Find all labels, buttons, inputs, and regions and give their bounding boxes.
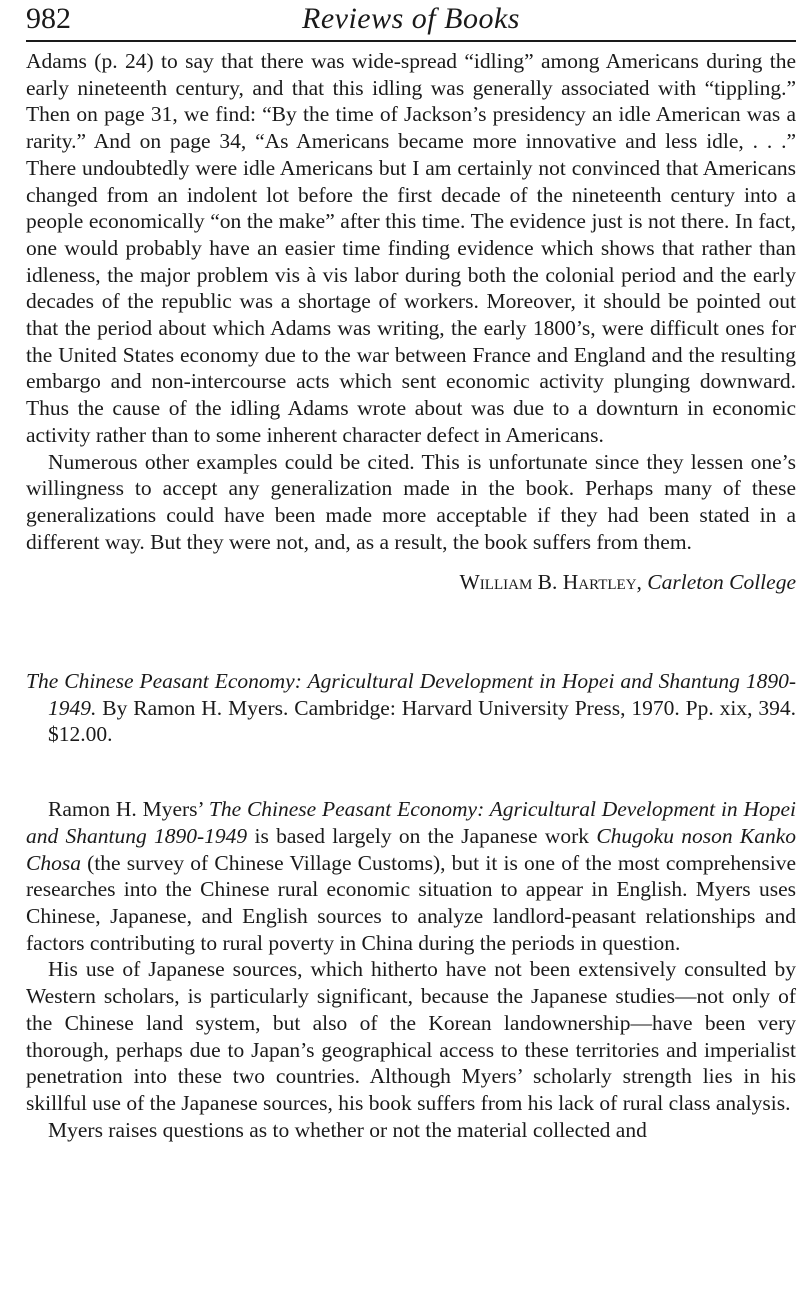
reviewer-affiliation: Carleton College — [647, 570, 796, 595]
review2-paragraph-3: Myers raises questions as to whether or not the material collected and — [48, 1117, 647, 1142]
reviewer-name: William B. Hartley — [459, 570, 637, 595]
page-body — [26, 48, 796, 1143]
journal-page — [26, 0, 797, 1142]
review1-paragraph-2: Numerous other examples could be cited. This is unfortunate since they lessen one’s willingness to accept any generalization made in the book. Perhaps many of these generalizations could have been made more acceptable if they had been stated in a different way. But they were not, and, as a result, the book suffers from them. — [26, 449, 796, 554]
running-head: Reviews of Books — [302, 2, 520, 35]
review2-paragraph-2: His use of Japanese sources, which hitherto have not been extensively consulted by Western scholars, is particularly significant, because the Japanese studies—not only of the Chinese land system, but also of the Korean landownership—have been very thorough, perhaps due to Japan’s geographical access to these territories and imperialist penetration into these two countries. Although Myers’ scholarly strength lies in his skillful use of the Japanese sources, his book suffers from his lack of rural class analysis. — [26, 957, 796, 1115]
review2-author: Ramon H. Myers’ — [48, 797, 204, 822]
review2 — [26, 796, 796, 1143]
review2-paragraph-1 — [26, 796, 796, 956]
book-title: The Chinese Peasant Economy: Agricultural Development in Hopei and Shantung 1890-1949. — [26, 669, 796, 720]
book-citation — [26, 668, 796, 748]
book-details: By Ramon H. Myers. Cambridge: Harvard University Press, 1970. Pp. xix, 394. $12.00. — [48, 695, 797, 747]
review1-paragraph-1: Adams (p. 24) to say that there was wide-spread “idling” among Americans during the early nineteenth century, and that this idling was generally associated with “tippling.” Then on page 31, we find: “By the time of Jackson’s presidency an idle American was a rarity.” And on page 34, “As Americans became more innovative and less idle, . . .” There undoubtedly were idle Americans but I am certainly not convinced that Americans changed from an indolent lot before the first decade of the nineteenth century into a people economically “on the make” after this time. The evidence just is not there. In fact, one would probably have an easier time finding evidence which shows that rather than idleness, the major problem vis à vis labor during both the colonial period and the early decades of the republic was a shortage of workers. Moreover, it should be pointed out that the period about which Adams was writing, the early 1800’s, were difficult ones for the United States economy due to the war between France and England and the resulting embargo and non-intercourse acts which sent economic activity plunging downward. Thus the cause of the idling Adams wrote about was due to a downturn in economic activity rather than to some inherent character defect in Americans. — [26, 49, 796, 447]
page-header — [26, 0, 796, 38]
review2-japanese-work: Chugoku noson Kanko Chosa — [26, 823, 797, 875]
review2-p1-mid: is based largely on the Japanese work — [254, 823, 590, 848]
reviewer-signature: William B. Hartley, Carleton College — [459, 570, 796, 595]
review2-book-title: The Chinese Peasant Economy: Agricultural Development in Hopei and Shantung 1890-1949 — [26, 797, 797, 848]
page-number: 982 — [26, 2, 71, 35]
header-rule — [26, 40, 796, 42]
review2-p1-rest: (the survey of Chinese Village Customs), but it is one of the most comprehensive researches into the Chinese rural economic situation to appear in English. Myers uses Chinese, Japanese, and English sources to analyze landlord-peasant relationships and factors contributing to rural poverty in China during the periods in question. — [26, 850, 796, 955]
